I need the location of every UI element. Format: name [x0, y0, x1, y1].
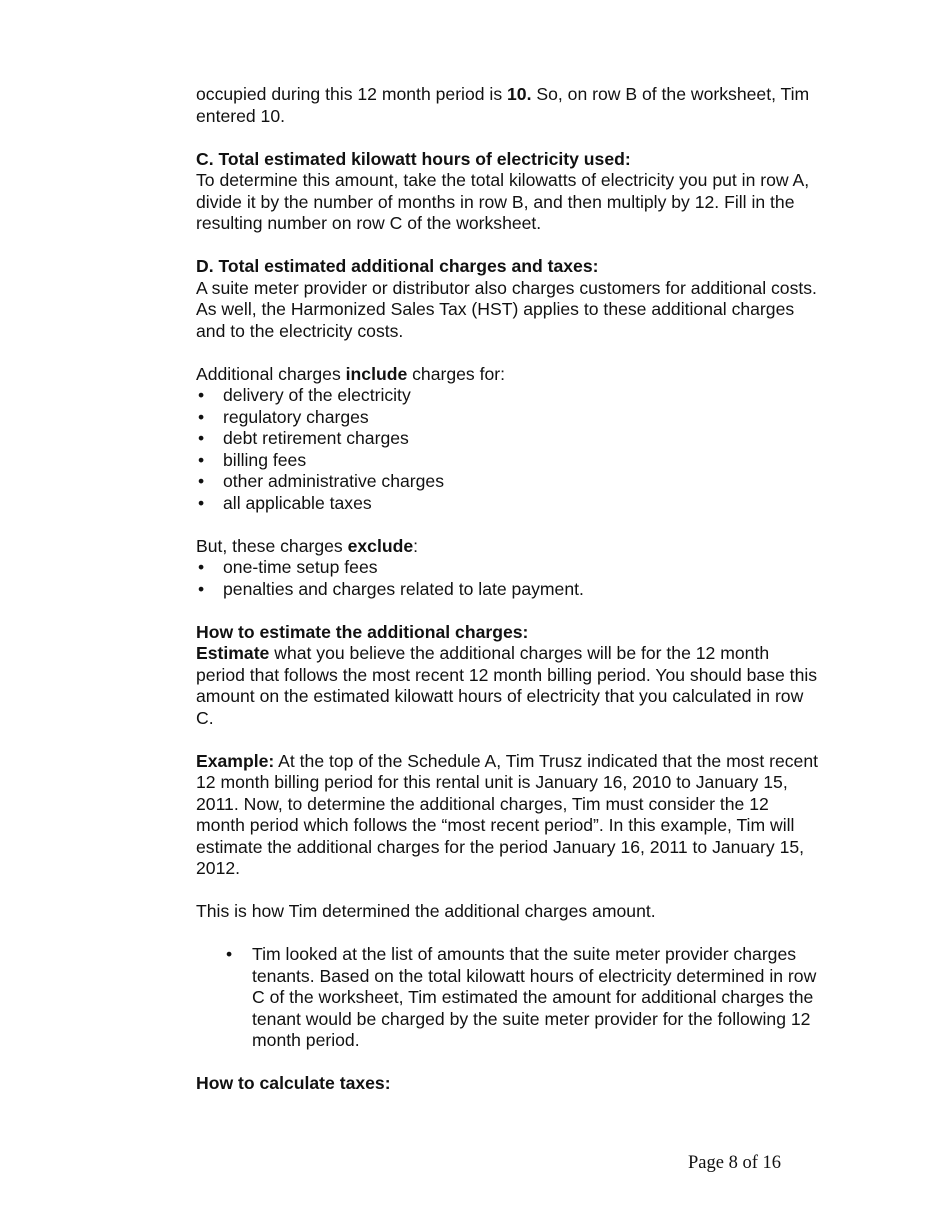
include-list	[196, 385, 821, 514]
exclude-pre: But, these charges	[196, 535, 348, 556]
include-bold: include	[345, 363, 408, 384]
intro-text-start: occupied during this 12 month period is	[196, 84, 508, 104]
determined-paragraph: This is how Tim determined the additional charges amount.	[196, 901, 656, 921]
page-number: Page 8 of 16	[688, 1153, 781, 1173]
taxes-heading-text: How to calculate taxes:	[196, 1073, 391, 1093]
exclude-intro	[196, 536, 821, 558]
estimate-heading-text: How to estimate the additional charges:	[196, 621, 529, 642]
intro-text-end: So, on row B of the worksheet, Tim entered 10.	[196, 84, 810, 126]
estimate-bold: Estimate	[196, 643, 270, 663]
document-page	[196, 84, 821, 1095]
exclude-bold: exclude	[347, 535, 414, 556]
include-post: charges for:	[407, 363, 506, 384]
example-paragraph	[196, 751, 821, 880]
determined-list	[224, 944, 821, 1052]
list-item: • billing fees	[196, 450, 821, 472]
example-label: Example:	[196, 750, 275, 771]
intro-bold-number: 10.	[507, 84, 532, 104]
section-c-heading-text: C. Total estimated kilowatt hours of electricity used:	[196, 148, 631, 169]
estimate-body	[196, 643, 821, 729]
include-intro	[196, 364, 821, 386]
estimate-heading	[196, 622, 821, 644]
list-item: • all applicable taxes	[196, 493, 821, 515]
exclude-list	[196, 557, 821, 600]
section-c-body: To determine this amount, take the total kilowatts of electricity you put in row A, divide it by the number of months in row B, and then multiply by 12. Fill in the resulting number on row C of the worksheet.	[196, 170, 810, 233]
include-pre: Additional charges	[196, 363, 346, 384]
list-item: • penalties and charges related to late payment.	[196, 579, 821, 601]
section-d-heading-text: D. Total estimated additional charges and taxes:	[196, 256, 599, 276]
section-d-heading	[196, 256, 821, 278]
section-d-body: A suite meter provider or distributor also charges customers for additional costs. As well, the Harmonized Sales Tax (HST) applies to these additional charges and to the electricity costs.	[196, 277, 817, 341]
list-item: • delivery of the electricity	[196, 385, 821, 407]
exclude-post: :	[413, 535, 419, 556]
example-body-text: At the top of the Schedule A, Tim Trusz indicated that the most recent 12 month billing period for this rental unit is January 16, 2010 to January 15, 2011. Now, to determine the additional charges, Tim must consider the 12 month period which follows the “most recent period”. In this example, Tim will estimate the additional charges for the period January 16, 2011 to January 15, 2012.	[196, 750, 818, 878]
list-item: • one-time setup fees	[196, 557, 821, 579]
list-item: • regulatory charges	[196, 407, 821, 429]
list-item: • other administrative charges	[196, 471, 821, 493]
list-item: • debt retirement charges	[196, 428, 821, 450]
section-c-heading	[196, 149, 821, 171]
estimate-body-text: what you believe the additional charges will be for the 12 month period that follows the most recent 12 month billing period. You should base this amount on the estimated kilowatt hours of electricity that you calculated in row C.	[196, 643, 818, 728]
intro-paragraph	[196, 84, 821, 127]
taxes-heading	[196, 1073, 821, 1095]
list-item: • Tim looked at the list of amounts that the suite meter provider charges tenants. Based on the total kilowatt hours of electricity determined in row C of the worksheet, Tim estimated the amount for additional charges the tenant would be charged by the suite meter provider for the following 12 month period.	[224, 944, 821, 1052]
